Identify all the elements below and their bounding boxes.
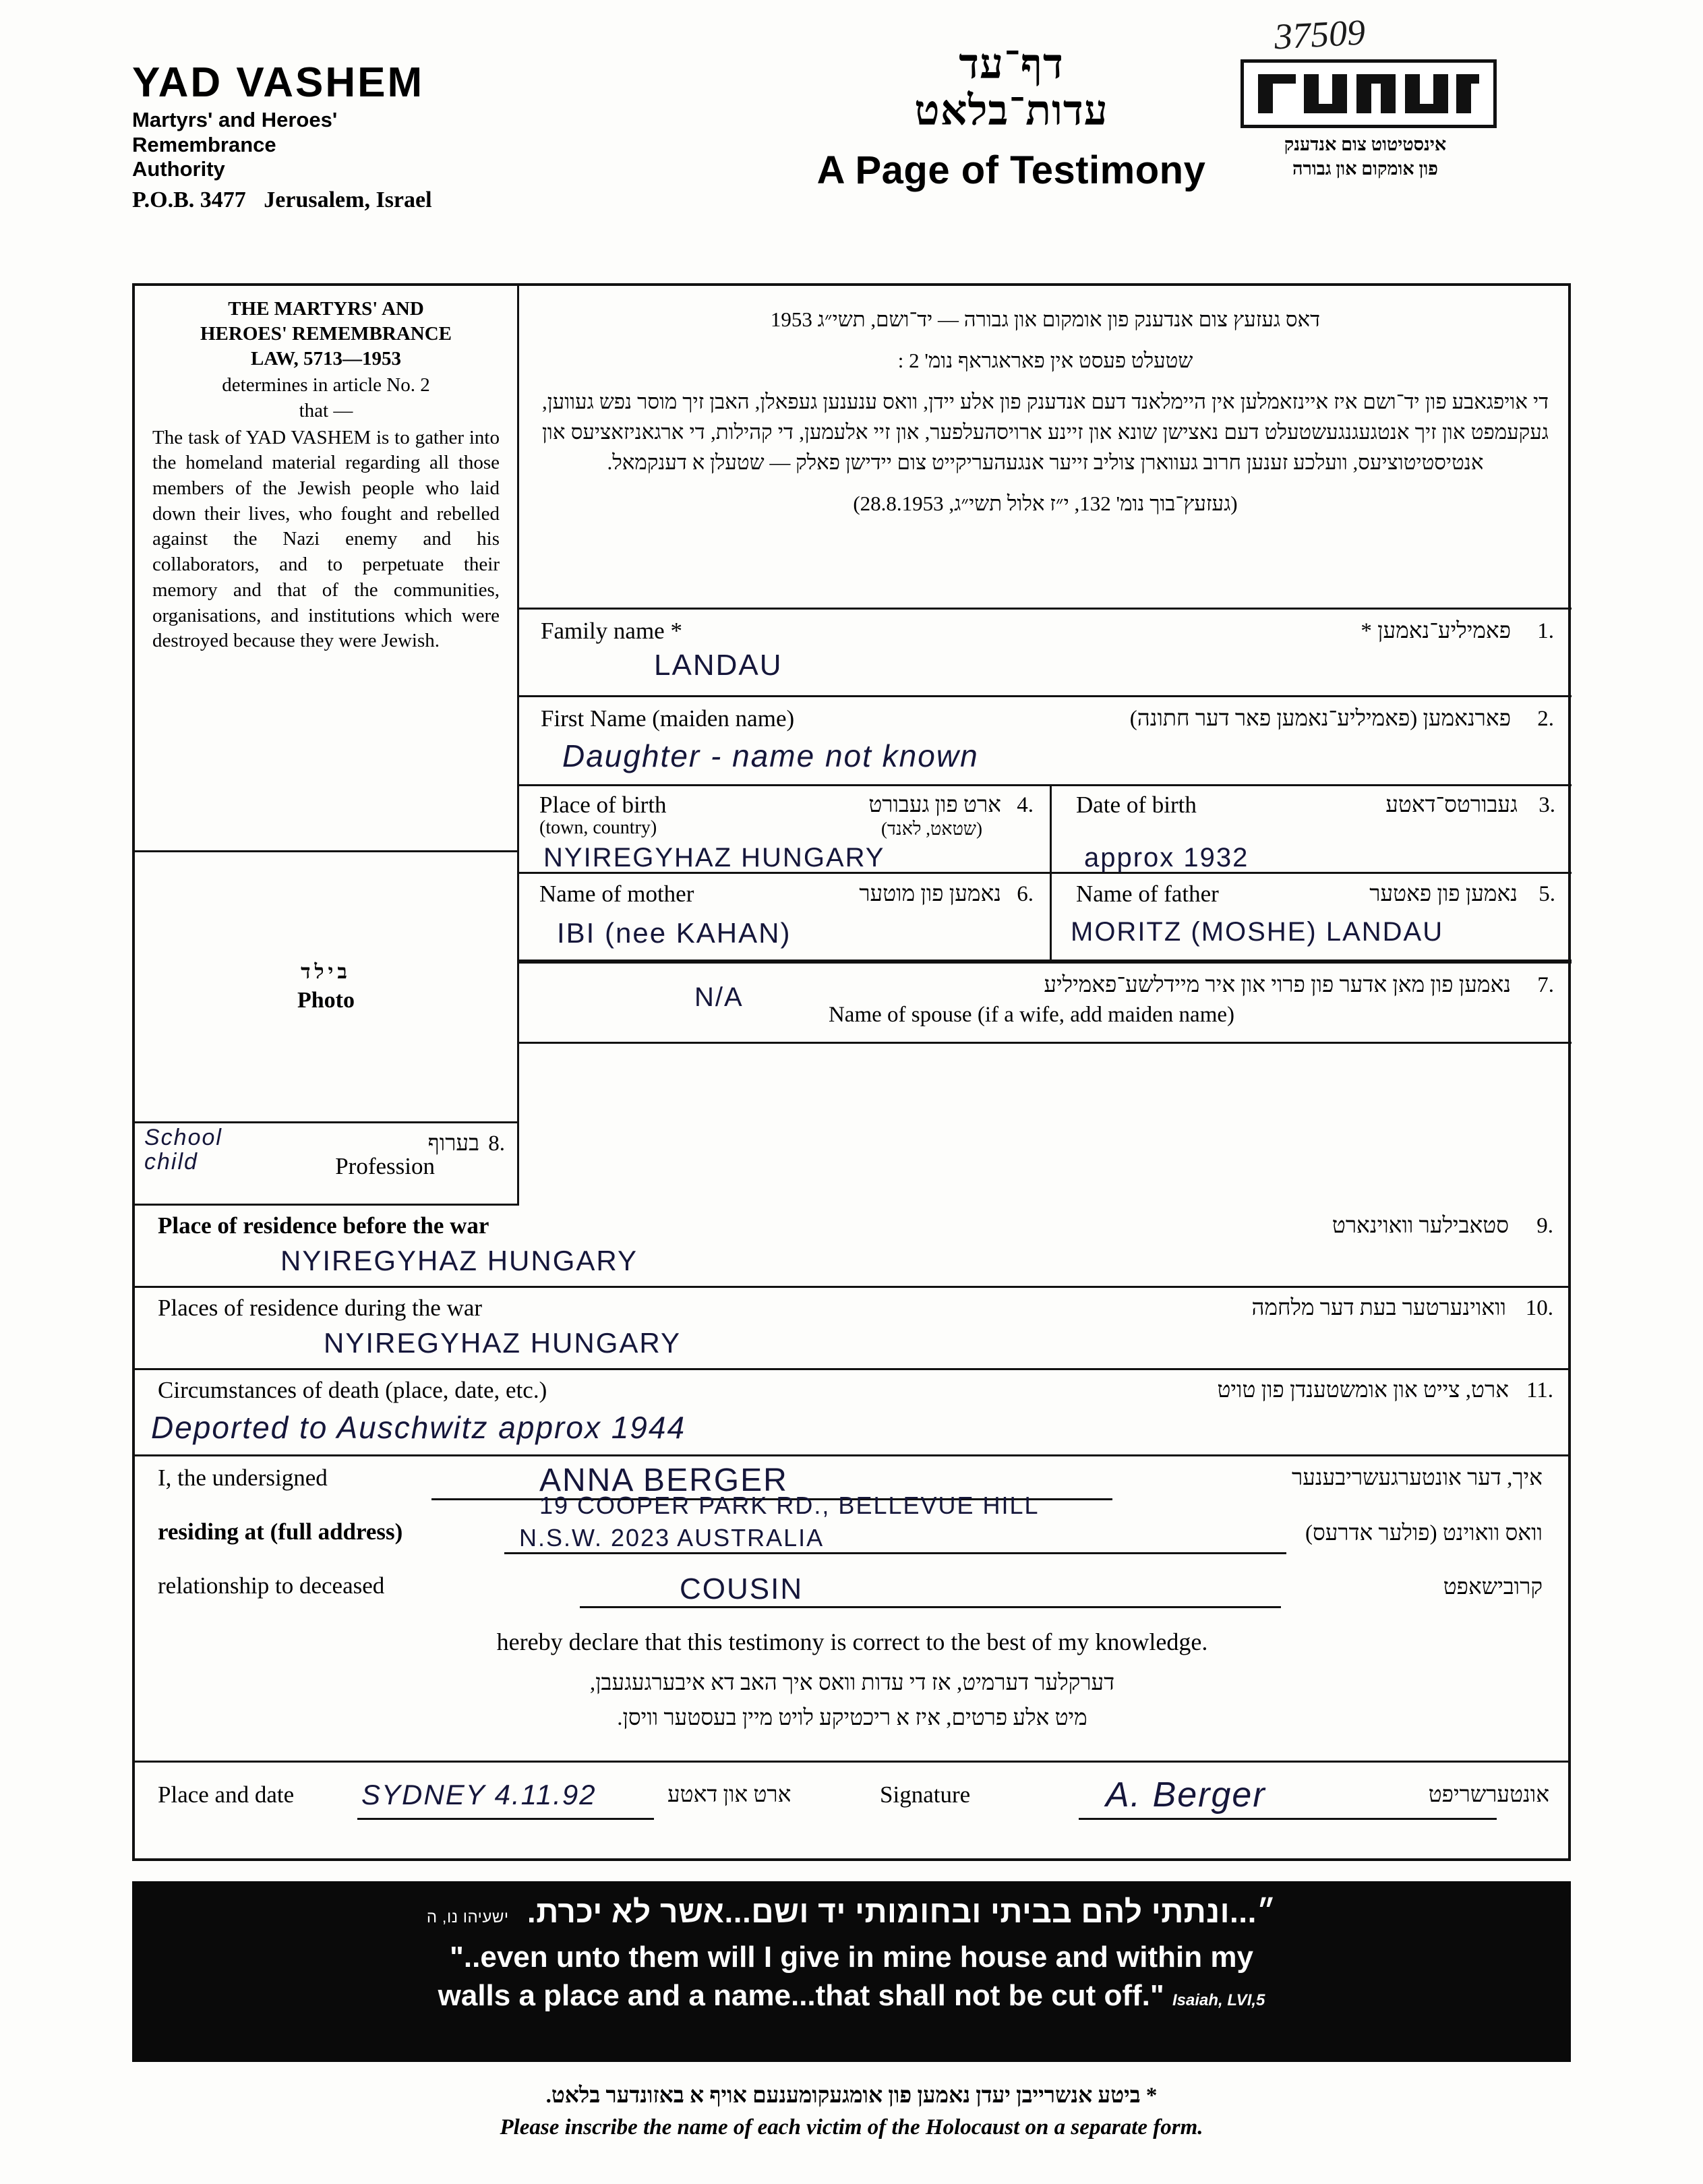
org-city: Jerusalem, Israel (264, 187, 432, 212)
preamble-line-2: שטעלט פעסט אין פאראגראף נומ' 2 : (897, 348, 1193, 372)
org-subtitle-line-1: Martyrs' and Heroes' (132, 108, 338, 131)
field-11-label-en: Circumstances of death (place, date, etc.) (158, 1377, 547, 1403)
preamble-footnote: (געזעץ־בוך נומ' 132, י״ז אלול תשי״ג, 28.8.1953) (853, 491, 1238, 515)
field-6-label-he: נאמען פון מוטער (859, 882, 1001, 906)
law-preamble (519, 286, 1572, 610)
residing-label-en: residing at (full address) (158, 1518, 403, 1545)
field-2-label-he: פארנאמען (פאמיליע־נאמען פאר דער חתונה) (1129, 707, 1511, 731)
residing-rule (504, 1552, 1286, 1554)
logo-subtitle-line-1: אינסטיטוט צום אנדענק (1284, 134, 1447, 154)
field-4-label-he-sub: (שטאט, לאנד) (880, 819, 982, 839)
footer-note-hebrew: * ביטע אנשרייבן יעדן נאמען פון אומגעקומענעם אויף א באזונדער בלאט. (545, 2084, 1158, 2108)
field-8-label-en: Profession (335, 1153, 435, 1179)
field-residence-during-war[interactable] (135, 1288, 1570, 1370)
place-date-label-en: Place and date (158, 1781, 295, 1808)
field-7-number: 7. (1537, 973, 1554, 997)
footer-note-english: Please inscribe the name of each victim of the Holocaust on a separate form. (500, 2115, 1203, 2139)
field-9-label-en: Place of residence before the war (158, 1212, 489, 1239)
field-7-label-en: Name of spouse (if a wife, add maiden name) (828, 1003, 1234, 1027)
law-title-line-1: THE MARTYRS' AND (228, 298, 424, 320)
field-profession[interactable] (135, 1123, 519, 1206)
field-7-value: N/A (694, 982, 744, 1012)
law-line-5: that — (299, 400, 353, 422)
preamble-body: די אויפגאבע פון יד־ושם איז איינזאמלען אין היימלאנד דעם אנדענק פון אלע יידן, וואס ענענען געפאלן, האבן זיך מוסר נפש געווען, געקעמפט און זיך אנטגעגנגעשטעלט דעם נאצישן שונא און זיינע ארויסהעלפער, און זיי אלעמען, די קהילות, די ארגאניזאציעס און אנטיסטיטוציעס, וועלכע זענען חרוב געווארן צוליב זייער אנגעהעריקייט צום יידישן פאלק — שטעלן א דענקמאל. (542, 389, 1549, 474)
declaration-block (135, 1456, 1570, 1763)
page-title: A Page of Testimony (816, 148, 1206, 192)
yad-vashem-logo-icon (1241, 59, 1497, 128)
declaration-statement-he-line-1: דערקלער דערמיט, אז די עדות וואס איך האב דא איבערגעגעבן, (589, 1671, 1115, 1695)
logo-subtitle (1207, 132, 1524, 181)
relationship-rule (580, 1606, 1281, 1608)
field-11-number: 11. (1526, 1378, 1553, 1403)
signature-row (135, 1763, 1570, 1860)
relationship-label-he: קרובישאפט (1443, 1575, 1543, 1599)
place-date-value[interactable]: SYDNEY 4.11.92 (361, 1779, 597, 1810)
law-line-4: determines in article No. 2 (222, 374, 430, 396)
field-1-label-he: פאמיליע־נאמען * (1361, 619, 1511, 643)
relationship-label-en: relationship to deceased (158, 1572, 385, 1599)
field-8-value: School child (144, 1125, 222, 1175)
quote-hebrew (132, 1893, 1571, 1930)
field-2-label-en: First Name (maiden name) (541, 705, 795, 732)
field-9-number: 9. (1536, 1214, 1553, 1238)
residing-label-he: וואס וואוינט (פולער אדרעס) (1305, 1521, 1543, 1545)
field-9-label-he: סטאבילער וואוינארט (1332, 1214, 1509, 1238)
preamble-line-1: דאס געזעץ צום אנדענק פון אומקום און גבורה — יד־ושם, תשי״ג 1953 (770, 307, 1321, 331)
field-3-label-en: Date of birth (1076, 792, 1197, 818)
residing-value-line-2[interactable]: N.S.W. 2023 AUSTRALIA (519, 1524, 825, 1552)
org-pob: P.O.B. 3477 (132, 187, 246, 212)
quote-english-source: Isaiah, LVI,5 (1172, 1991, 1265, 2010)
field-2-number: 2. (1537, 707, 1554, 731)
document-header (0, 0, 1703, 276)
org-subtitle-line-2: Remembrance (132, 132, 276, 156)
field-10-label-en: Places of residence during the war (158, 1295, 483, 1321)
field-1-number: 1. (1537, 619, 1554, 643)
quote-english-line-2: walls a place and a name...that shall not be cut off." (438, 1979, 1164, 2013)
testimony-form (132, 283, 1571, 1861)
field-first-name[interactable] (519, 697, 1572, 786)
relationship-value[interactable]: COUSIN (680, 1572, 804, 1605)
field-spouse-name[interactable] (519, 964, 1572, 1044)
field-10-value: NYIREGYHAZ HUNGARY (324, 1327, 681, 1359)
field-6-label-en: Name of mother (539, 881, 694, 907)
field-10-number: 10. (1525, 1296, 1553, 1320)
field-4-value: NYIREGYHAZ HUNGARY (543, 843, 885, 873)
field-6-number: 6. (1017, 882, 1034, 906)
field-7-label-he: נאמען פון מאן אדער פון פרוי און איר מיידלשע־פאמיליע (1044, 973, 1511, 997)
signature-label-he: אונטערשריפט (1428, 1783, 1549, 1807)
undersigned-label-en: I, the undersigned (158, 1465, 328, 1491)
field-name-of-father[interactable] (1052, 874, 1572, 962)
field-9-value: NYIREGYHAZ HUNGARY (280, 1245, 638, 1276)
logo-subtitle-line-2: פון אומקום און גבורה (1292, 158, 1438, 179)
field-5-label-he: נאמען פון פאטער (1369, 882, 1518, 906)
place-date-rule (357, 1818, 654, 1820)
field-5-label-en: Name of father (1076, 881, 1219, 907)
undersigned-label-he: איך, דער אונטערגעשריבענער (1292, 1466, 1543, 1490)
declaration-statement-en: hereby declare that this testimony is correct to the best of my knowledge. (496, 1628, 1208, 1655)
field-4-label-he: ארט פון געבורט (868, 793, 1001, 817)
field-circumstances-of-death[interactable] (135, 1370, 1570, 1456)
law-title-line-2: HEROES' REMEMBRANCE (200, 323, 452, 345)
declaration-statement-he-line-2: מיט אלע פרטים, איז א ריכטיקע לויט מיין בעסטער וויסן. (617, 1706, 1087, 1730)
field-11-value: Deported to Auschwitz approx 1944 (151, 1410, 686, 1445)
field-1-label-en: Family name * (541, 618, 682, 644)
law-title-line-3: LAW, 5713—1953 (251, 348, 401, 370)
field-5-number: 5. (1538, 882, 1555, 906)
field-8-number: 8. (488, 1131, 505, 1156)
signature-value[interactable]: A. Berger (1106, 1775, 1266, 1814)
isaiah-quote-banner (132, 1881, 1571, 2062)
law-body-text: The task of YAD VASHEM is to gather into the homeland material regarding all those members of the Jewish people who laid down their lives, who fought and rebelled against the Nazi enemy and his collaborators, and to perpetuate their memory and that of the communities, organisations, and institutions which were destroyed because they were Jewish. (152, 426, 500, 652)
field-name-of-mother[interactable] (519, 874, 1052, 962)
quote-hebrew-text: ״...ונתתי להם בביתי ובחומותי יד ושם...אשר לא יכרת. (527, 1894, 1277, 1929)
signature-label-en: Signature (880, 1781, 971, 1808)
residing-value-line-1[interactable]: 19 COOPER PARK RD., BELLEVUE HILL (539, 1492, 1040, 1519)
yad-vashem-masthead (132, 59, 604, 213)
field-3-number: 3. (1538, 793, 1555, 817)
undersigned-value[interactable]: ANNA BERGER (539, 1463, 788, 1498)
field-10-label-he: וואוינערטער בעת דער מלחמה (1251, 1296, 1506, 1320)
field-5-value: MORITZ (MOSHE) LANDAU (1071, 917, 1444, 947)
signature-rule (1079, 1818, 1497, 1820)
field-6-value: IBI (nee KAHAN) (557, 917, 791, 949)
field-2-value: Daughter - name not known (562, 738, 979, 773)
field-8-label-he: בערוף (427, 1131, 479, 1156)
field-family-name[interactable] (519, 610, 1572, 697)
field-3-value: approx 1932 (1084, 843, 1249, 873)
org-name: YAD VASHEM (132, 59, 425, 106)
photo-box (135, 852, 519, 1123)
title-hebrew-line-1: דף־עד (959, 42, 1064, 88)
field-4-label-en-sub: (town, country) (539, 817, 657, 838)
place-date-label-he: ארט און דאטע (667, 1783, 791, 1807)
photo-label-hebrew: בילד (301, 960, 351, 983)
org-subtitle-line-3: Authority (132, 157, 225, 181)
field-4-number: 4. (1017, 793, 1034, 817)
photo-label-english: Photo (297, 987, 355, 1013)
field-place-of-birth[interactable] (519, 786, 1052, 874)
field-11-label-he: ארט, צייט און אומשטענדן פון טויט (1217, 1378, 1509, 1403)
document-title-block (775, 42, 1247, 193)
field-4-label-en: Place of birth (539, 792, 667, 818)
archive-number: 37509 (1273, 11, 1367, 57)
quote-english-line-1: "..even unto them will I give in mine house and within my (450, 1941, 1253, 1974)
field-3-label-he: געבורטס־דאטע (1385, 793, 1518, 817)
field-1-value: LANDAU (654, 649, 783, 682)
title-hebrew-line-2: עדות־בלאט (914, 88, 1108, 135)
field-date-of-birth[interactable] (1052, 786, 1572, 874)
document-footer (0, 2084, 1703, 2140)
martyrs-law-box (135, 286, 519, 852)
field-residence-before-war[interactable] (135, 1206, 1570, 1288)
quote-hebrew-source: ישעיהו נו, ה (426, 1908, 509, 1926)
